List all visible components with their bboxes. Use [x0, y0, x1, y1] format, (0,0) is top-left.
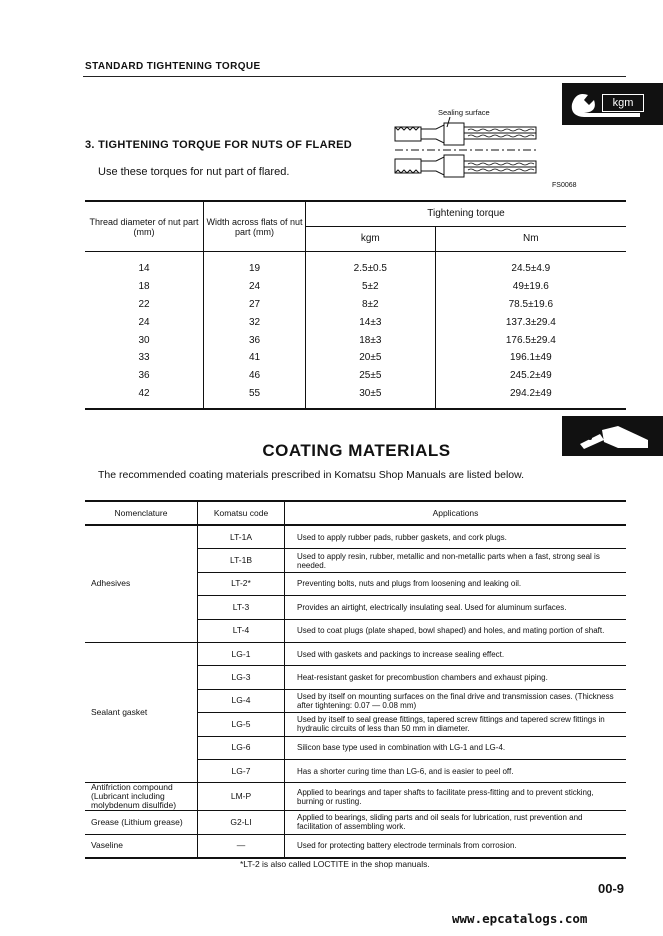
cell-thread: 18 [85, 278, 204, 296]
cell-application: Used for protecting battery electrode terminals from corrosion. [285, 834, 627, 858]
page-header: STANDARD TIGHTENING TORQUE [85, 61, 261, 72]
cell-thread: 33 [85, 349, 204, 367]
cell-code: LG-7 [198, 759, 285, 782]
cell-width: 36 [204, 331, 306, 349]
flare-nut-figure [392, 115, 540, 185]
cell-nm: 245.2±49 [510, 370, 552, 382]
header-rule [83, 76, 626, 77]
cell-kgm: 14±3 [306, 313, 436, 331]
cell-width: 46 [204, 367, 306, 385]
figure-code: FS0068 [552, 182, 577, 189]
cell-width: 41 [204, 349, 306, 367]
cell-code: G2-LI [198, 811, 285, 834]
cell-nm: 176.5±29.4 [505, 334, 556, 346]
cell-nomenclature: Sealant gasket [85, 642, 198, 782]
cell-thread: 24 [85, 313, 204, 331]
coating-table [85, 500, 626, 859]
cell-code: LG-3 [198, 666, 285, 689]
cell-thread: 42 [85, 385, 204, 410]
cell-width: 27 [204, 296, 306, 314]
cell-code: LG-6 [198, 736, 285, 759]
header-kgm: kgm [306, 227, 436, 252]
cell-application: Heat-resistant gasket for precombustion chambers and exhaust piping. [285, 666, 627, 689]
header-thread: Thread diameter of nut part (mm) [85, 201, 204, 252]
cell-nomenclature: Adhesives [85, 525, 198, 642]
table-row [85, 252, 626, 278]
cell-width: 55 [204, 385, 306, 410]
cell-nm: 24.5±4.9 [511, 263, 551, 275]
cell-application: Applied to bearings and taper shafts to facilitate press-fitting and to prevent sticking, burning or rusting. [285, 783, 627, 811]
header-applications: Applications [432, 508, 479, 518]
cell-application: Used with gaskets and packings to increase sealing effect. [285, 642, 627, 665]
header-code: Komatsu code [198, 501, 285, 525]
table-row [85, 525, 626, 549]
cell-nm: 49±19.6 [512, 281, 549, 293]
table-row [85, 811, 626, 834]
table-row [85, 385, 626, 410]
wrench-icon [562, 83, 663, 125]
cell-code: — [198, 834, 285, 858]
section-description: Use these torques for nut part of flared. [98, 166, 290, 178]
cell-thread: 30 [85, 331, 204, 349]
cell-application: Used by itself to seal grease fittings, tapered screw fittings and tapered screw fittings in hydraulic circuits of less than 50 mm in diameter. [285, 713, 627, 736]
cell-application: Used to apply resin, rubber, metallic and non-metallic parts when a fast, strong seal is needed. [285, 549, 627, 572]
coating-table-body [85, 525, 626, 858]
table-row [85, 349, 626, 367]
page-number: 00-9 [598, 881, 625, 896]
header-width: Width across flats of nut part (mm) [204, 201, 306, 252]
cell-kgm: 25±5 [306, 367, 436, 385]
watermark: www.epcatalogs.com [452, 911, 588, 926]
table-row [85, 834, 626, 858]
cell-width: 32 [204, 313, 306, 331]
cell-kgm: 20±5 [306, 349, 436, 367]
torque-table [85, 200, 626, 410]
cell-code: LT-1B [198, 549, 285, 572]
figure-label: Sealing surface [438, 108, 490, 117]
cell-nm: 137.3±29.4 [505, 316, 556, 328]
cell-nomenclature: Antifriction compound (Lubricant including molybdenum disulfide) [85, 783, 198, 811]
cell-application: Preventing bolts, nuts and plugs from loosening and leaking oil. [285, 572, 627, 595]
cell-code: LM-P [198, 783, 285, 811]
cell-code: LT-4 [198, 619, 285, 642]
cell-application: Has a shorter curing time than LG-6, and is easier to peel off. [285, 759, 627, 782]
table-row [85, 313, 626, 331]
cell-kgm: 8±2 [306, 296, 436, 314]
table-row [85, 278, 626, 296]
cell-width: 19 [204, 252, 306, 278]
cell-code: LT-3 [198, 596, 285, 619]
cell-application: Applied to bearings, sliding parts and oil seals for lubrication, rust prevention and facilitation of assembling work. [285, 811, 627, 834]
table-row [85, 331, 626, 349]
table-row [85, 642, 626, 665]
cell-nomenclature: Grease (Lithium grease) [85, 811, 198, 834]
cell-thread: 22 [85, 296, 204, 314]
cell-code: LG-4 [198, 689, 285, 712]
table-row [85, 783, 626, 811]
cell-code: LG-1 [198, 642, 285, 665]
cell-kgm: 30±5 [306, 385, 436, 410]
cell-thread: 14 [85, 252, 204, 278]
cell-thread: 36 [85, 367, 204, 385]
cell-kgm: 2.5±0.5 [306, 252, 436, 278]
header-torque: Tightening torque [306, 201, 627, 227]
cell-application: Used to coat plugs (plate shaped, bowl shaped) and holes, and mating portion of shaft. [285, 619, 627, 642]
cell-code: LT-2* [198, 572, 285, 595]
table-row [85, 367, 626, 385]
torque-table-body [85, 252, 626, 410]
cell-nm: 78.5±19.6 [508, 298, 554, 310]
header-nomenclature: Nomenclature [85, 501, 198, 525]
cell-application: Used to apply rubber pads, rubber gaskets, and cork plugs. [285, 525, 627, 549]
header-nm: Nm [435, 227, 626, 252]
coating-description: The recommended coating materials prescribed in Komatsu Shop Manuals are listed below. [98, 469, 525, 481]
cell-code: LT-1A [198, 525, 285, 549]
coating-title: COATING MATERIALS [262, 441, 451, 460]
cell-kgm: 5±2 [306, 278, 436, 296]
table-row [85, 296, 626, 314]
cell-application: Used by itself on mounting surfaces on the final drive and transmission cases. (Thickness after tightening: 0.07 — 0.08 mm) [285, 689, 627, 712]
section-title: 3. TIGHTENING TORQUE FOR NUTS OF FLARED [85, 139, 352, 151]
cell-width: 24 [204, 278, 306, 296]
cell-application: Silicon base type used in combination with LG-1 and LG-4. [285, 736, 627, 759]
kgm-label: kgm [602, 94, 644, 112]
cell-application: Provides an airtight, electrically insulating seal. Used for aluminum surfaces. [285, 596, 627, 619]
cell-nomenclature: Vaseline [85, 834, 198, 858]
cell-kgm: 18±3 [306, 331, 436, 349]
cell-nm: 294.2±49 [435, 385, 626, 410]
cell-nm: 196.1±49 [510, 352, 552, 364]
cell-code: LG-5 [198, 713, 285, 736]
footnote: *LT-2 is also called LOCTITE in the shop manuals. [240, 859, 430, 869]
